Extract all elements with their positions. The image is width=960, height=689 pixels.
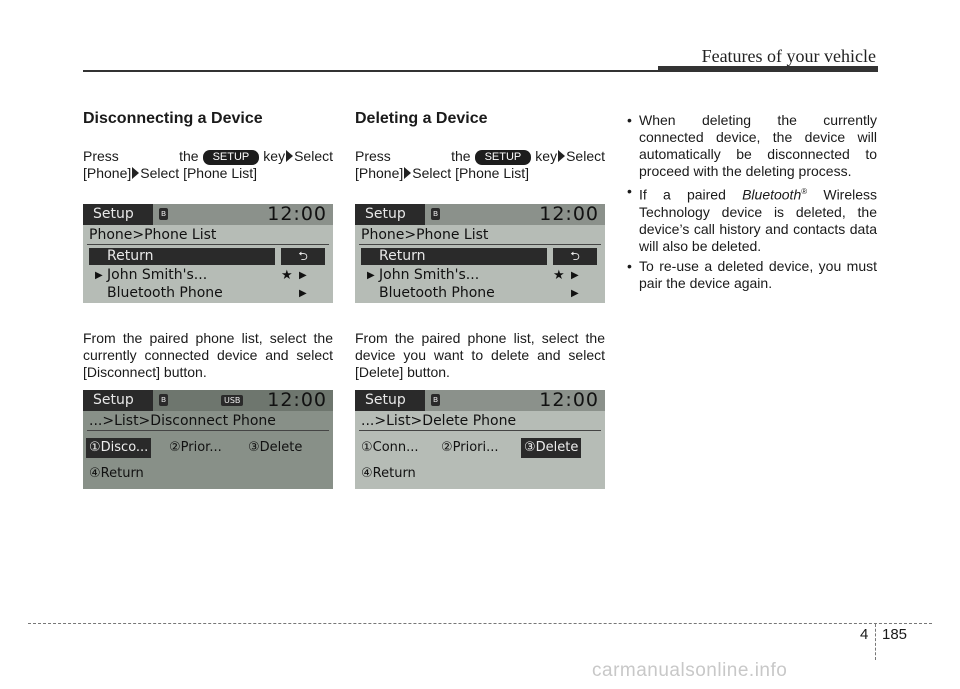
watermark: carmanualsonline.info (592, 660, 788, 681)
heading-delete: Deleting a Device (355, 110, 488, 127)
breadcrumb: Phone>Phone List (361, 227, 489, 243)
footer-rule (28, 623, 932, 624)
arrow-right-icon: ▶ (95, 270, 103, 281)
instruction-line2 (83, 165, 333, 182)
instr-press: Press the (355, 148, 471, 164)
divider (87, 244, 329, 245)
arrow-right-icon: ▶ (299, 288, 307, 299)
arrow-right-icon: ▶ (299, 270, 307, 281)
page-divider (875, 624, 876, 660)
return-icon[interactable]: ⮌ (553, 248, 597, 265)
instr-phone: [Phone] (83, 165, 132, 181)
device-item-2[interactable]: Bluetooth Phone (107, 285, 223, 301)
clock: 12:00 (539, 204, 599, 225)
clock: 12:00 (539, 390, 599, 411)
setup-label: Setup (355, 390, 425, 411)
device-item-2[interactable]: Bluetooth Phone (379, 285, 495, 301)
notes-column (627, 112, 877, 295)
screen-disconnect-phone (83, 390, 333, 489)
screen-phone-list-1 (83, 204, 333, 303)
note-2 (627, 183, 877, 255)
arrow-right-icon: ▶ (571, 288, 579, 299)
body-delete: From the paired phone list, select the device you want to delete and select [Delete] button. (355, 330, 605, 380)
instr-select-list: Select [Phone List] (412, 165, 530, 181)
column-delete (355, 110, 605, 182)
return-label[interactable]: Return (107, 248, 154, 264)
option-priority[interactable]: ②Prior... (169, 440, 222, 455)
return-icon[interactable]: ⮌ (281, 248, 325, 265)
note-1: • When deleting the currently connected device, the device will automatically be disconnected to proceed with the deleting process. (627, 112, 877, 180)
bluetooth-icon: ʙ (432, 209, 439, 219)
instr-key: key (535, 148, 558, 164)
divider (87, 430, 329, 431)
section-number: 4 (860, 626, 869, 643)
instr-key: key (263, 148, 286, 164)
arrow-right-icon (558, 150, 565, 162)
device-item-1[interactable]: John Smith's... (107, 267, 208, 283)
screen-delete-phone (355, 390, 605, 489)
instr-select: Select (294, 148, 333, 164)
instr-select-list: Select [Phone List] (140, 165, 258, 181)
divider (359, 244, 601, 245)
instr-phone: [Phone] (355, 165, 404, 181)
note-2-post: Wireless Technology device is deleted, the device’s call history and contacts data will also be deleted. (639, 186, 878, 254)
instruction-line1 (355, 148, 605, 165)
page-number: 185 (882, 626, 908, 643)
setup-label: Setup (355, 204, 425, 225)
note-3: • To re-use a deleted device, you must pair the device again. (627, 258, 877, 292)
body-disconnect: From the paired phone list, select the currently connected device and select [Disconnect] button. (83, 330, 333, 380)
option-return[interactable]: ④Return (361, 466, 416, 481)
bluetooth-icon: ʙ (160, 395, 167, 405)
header-tab (658, 66, 878, 72)
screen-phone-list-2 (355, 204, 605, 303)
column-disconnect (83, 110, 333, 182)
arrow-right-icon: ▶ (571, 270, 579, 281)
heading-disconnect: Disconnecting a Device (83, 110, 263, 127)
return-label[interactable]: Return (379, 248, 426, 264)
bluetooth-icon: ʙ (432, 395, 439, 405)
arrow-right-icon (132, 167, 139, 179)
setup-label: Setup (83, 204, 153, 225)
star-icon: ★ (553, 268, 565, 283)
notes-list (627, 112, 877, 292)
arrow-right-icon (286, 150, 293, 162)
star-icon: ★ (281, 268, 293, 283)
note-2-pre: If a paired (639, 186, 726, 203)
arrow-right-icon (404, 167, 411, 179)
breadcrumb: ...>List>Delete Phone (361, 413, 517, 429)
clock: 12:00 (267, 204, 327, 225)
option-disconnect[interactable]: ①Disco... (86, 438, 151, 458)
breadcrumb: ...>List>Disconnect Phone (89, 413, 276, 429)
breadcrumb: Phone>Phone List (89, 227, 217, 243)
setup-key: SETUP (475, 150, 532, 165)
note-2-brand: Bluetooth (742, 186, 802, 203)
setup-key: SETUP (203, 150, 260, 165)
option-return[interactable]: ④Return (89, 466, 144, 481)
divider (359, 430, 601, 431)
option-priority[interactable]: ②Priori... (441, 440, 499, 455)
option-delete[interactable]: ③Delete (248, 440, 303, 455)
arrow-right-icon: ▶ (367, 270, 375, 281)
instruction-line2 (355, 165, 605, 182)
instr-press: Press the (83, 148, 199, 164)
setup-label: Setup (83, 390, 153, 411)
bluetooth-icon: ʙ (160, 209, 167, 219)
usb-badge: USB (221, 395, 243, 406)
instr-select: Select (566, 148, 605, 164)
clock: 12:00 (267, 390, 327, 411)
note-2-reg: ® (801, 187, 808, 196)
device-item-1[interactable]: John Smith's... (379, 267, 480, 283)
instruction-line1 (83, 148, 333, 165)
option-delete[interactable]: ③Delete (521, 438, 581, 458)
header-title: Features of your vehicle (701, 46, 876, 66)
option-connect[interactable]: ①Conn... (361, 440, 419, 455)
